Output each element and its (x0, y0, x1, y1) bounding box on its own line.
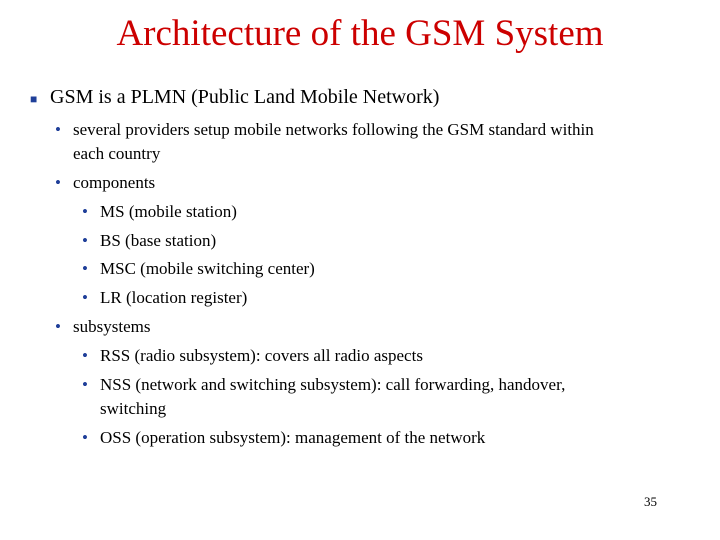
list-item: • NSS (network and switching subsystem): call forwarding, handover, (82, 372, 565, 398)
list-item: • RSS (radio subsystem): covers all radio aspects (82, 343, 423, 369)
list-item: • several providers setup mobile networks following the GSM standard within (55, 117, 594, 143)
bullet-dot-icon: • (55, 120, 61, 139)
bullet-dot-icon: • (82, 375, 88, 394)
main-bullet-text: GSM is a PLMN (Public Land Mobile Network) (50, 86, 440, 108)
list-item: • MS (mobile station) (82, 199, 237, 225)
list-item: • LR (location register) (82, 285, 247, 311)
list-item: • components (55, 170, 155, 196)
list-item: • MSC (mobile switching center) (82, 256, 315, 282)
slide-title: Architecture of the GSM System (116, 13, 604, 54)
bullet-dot-icon: • (82, 288, 88, 307)
bullet-dot-icon: • (82, 428, 88, 447)
list-item-continuation: switching (100, 399, 167, 418)
bullet-dot-icon: • (82, 202, 88, 221)
bullet-dot-icon: • (82, 346, 88, 365)
bullet-dot-icon: • (82, 259, 88, 278)
main-bullet (30, 86, 439, 109)
list-item: • subsystems (55, 314, 150, 340)
page-number: 35 (644, 494, 657, 509)
bullet-dot-icon: • (55, 173, 61, 192)
bullet-dot-icon: • (82, 231, 88, 250)
bullet-dot-icon: • (55, 317, 61, 336)
list-item: • BS (base station) (82, 228, 216, 254)
square-bullet-icon: ■ (30, 92, 38, 106)
list-item-continuation: each country (73, 144, 161, 163)
list-item: • OSS (operation subsystem): management of the network (82, 425, 485, 451)
